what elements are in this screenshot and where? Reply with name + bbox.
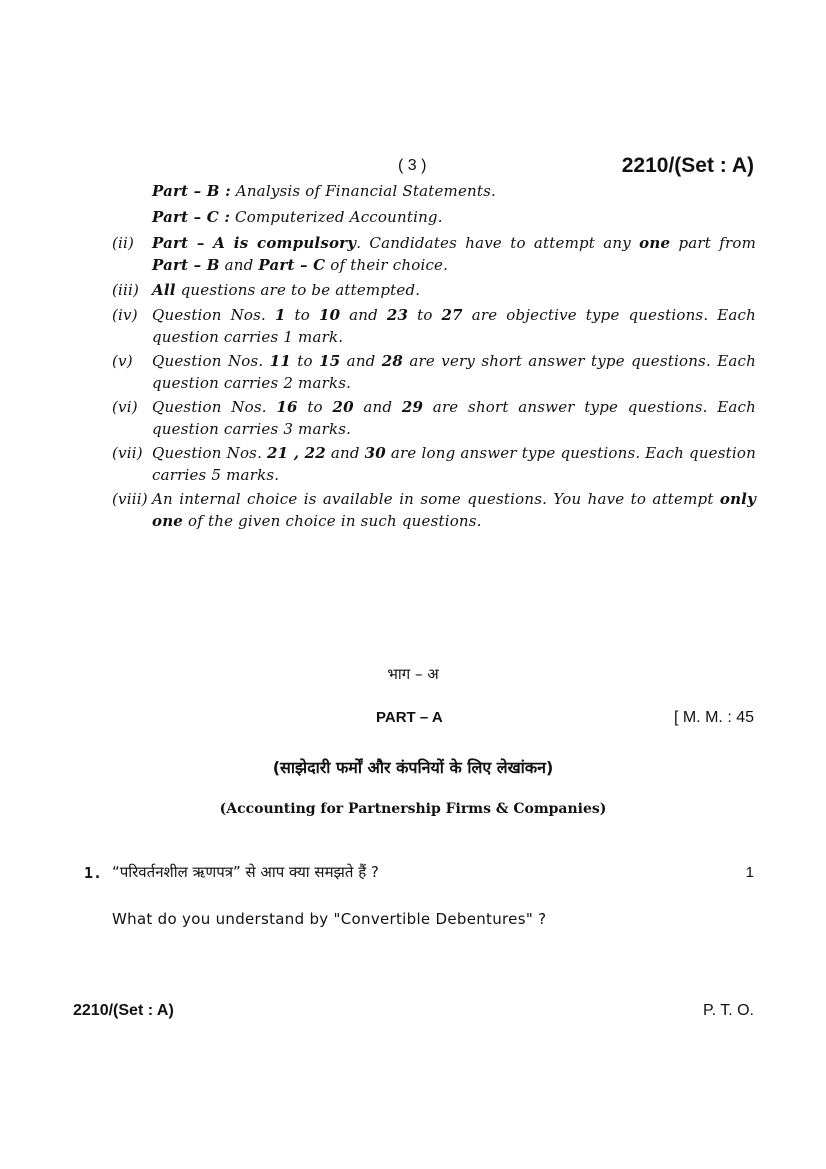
instruction-iv: (iv) Question Nos. 1 to 10 and 23 to 27 are objective type questions. Each question carries 1 mark. (112, 306, 756, 346)
instruction-ii: (ii) Part – A is compulsory. Candidates have to attempt any one part from Part – B and Part – C of their choice. (112, 234, 757, 274)
instruction-vii: (vii) Question Nos. 21 , 22 and 30 are long answer type questions. Each question carries 5 marks. (112, 444, 756, 484)
hindi-section-title: (साझेदारी फर्मों और कंपनियों के लिए लेखांकन) (272, 758, 554, 777)
question-1-marks: 1 (745, 864, 754, 881)
question-1-number: 1. (84, 864, 103, 882)
max-marks: [ M. M. : 45 (673, 709, 754, 726)
question-1-hindi: “परिवर्तनशील ऋणपत्र” से आप क्या समझते हैं ? (112, 863, 379, 881)
part-c-label: Part – C : (152, 208, 231, 226)
paper-code-footer: 2210/(Set : A) (73, 1002, 174, 1019)
instruction-iii: (iii) All questions are to be attempted. (112, 281, 421, 299)
pto-label: P. T. O. (703, 1002, 754, 1019)
page-number: ( 3 ) (398, 157, 427, 174)
paper-code-header: 2210/(Set : A) (621, 154, 754, 177)
instructions-list (112, 180, 756, 532)
hindi-part-heading: भाग – अ (387, 665, 439, 683)
question-1-english: What do you understand by "Convertible Debentures" ? (112, 910, 547, 928)
instruction-part-c: Part – C : Computerized Accounting. (152, 208, 443, 226)
instruction-part-b: Part – B : Analysis of Financial Statements. (152, 182, 496, 200)
english-section-title: (Accounting for Partnership Firms & Companies) (219, 801, 607, 817)
part-b-label: Part – B : (152, 182, 231, 200)
instruction-viii: (viii) An internal choice is available in some questions. You have to attempt only one of the given choice in such questions. (112, 490, 756, 530)
instruction-vi: (vi) Question Nos. 16 to 20 and 29 are short answer type questions. Each question carries 3 marks. (112, 398, 756, 438)
instruction-v: (v) Question Nos. 11 to 15 and 28 are very short answer type questions. Each question carries 2 marks. (112, 352, 756, 392)
part-a-heading: PART – A (376, 709, 443, 726)
